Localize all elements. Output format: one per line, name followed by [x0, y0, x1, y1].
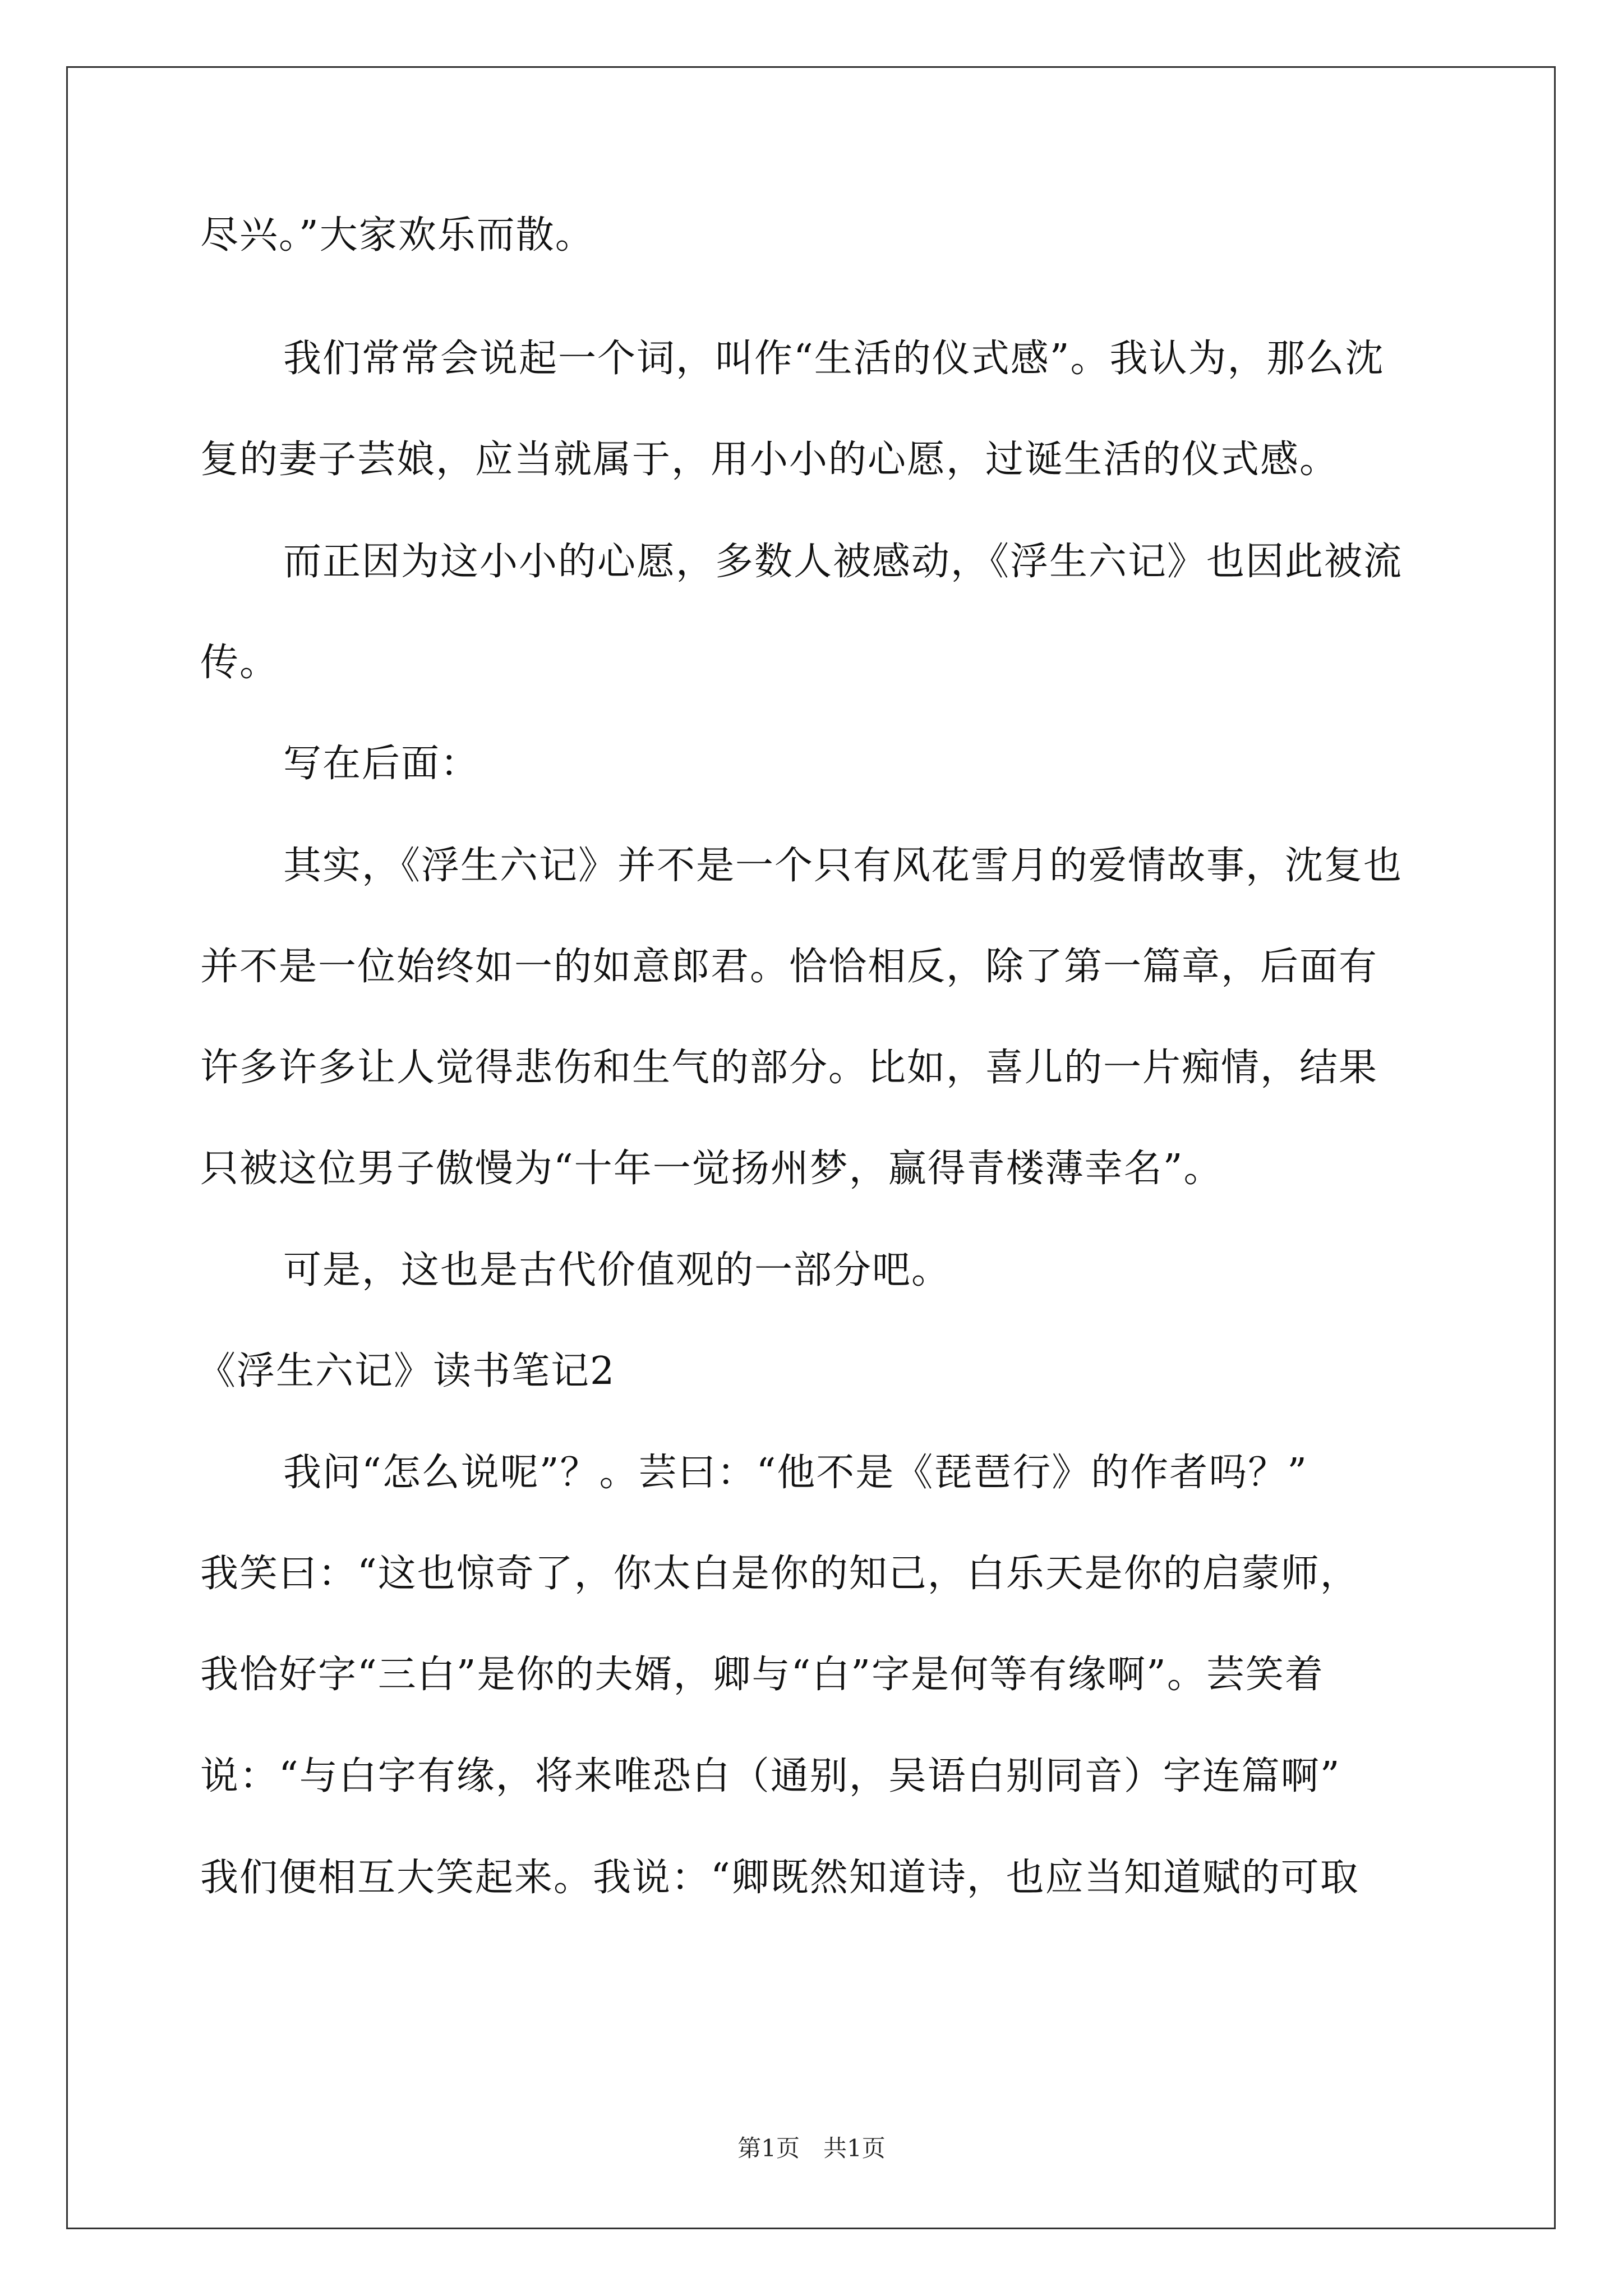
- paragraph-line: 其实，《浮生六记》并不是一个只有风花雪月的爱情故事，沈复也: [283, 844, 1403, 888]
- paragraph-line: 而正因为这小小的心愿，多数人被感动，《浮生六记》也因此被流: [283, 540, 1403, 584]
- paragraph-line: 可是，这也是古代价值观的一部分吧。: [283, 1248, 951, 1292]
- paragraph-line: 许多许多让人觉得悲伤和生气的部分。比如，喜儿的一片痴情，结果: [200, 1046, 1378, 1090]
- paragraph-line: 尽兴。”大家欢乐而散。: [200, 213, 594, 257]
- paragraph-line: 只被这位男子傲慢为“十年一觉扬州梦，赢得青楼薄幸名”。: [200, 1147, 1223, 1191]
- paragraph-line: 说：“与白字有缘，将来唯恐白（通别，吴语白别同音）字连篇啊”: [200, 1754, 1341, 1798]
- section-heading: 《浮生六记》读书笔记2: [197, 1349, 616, 1393]
- paragraph-line: 传。: [200, 641, 279, 685]
- paragraph-line: 我问“怎么说呢”？。芸曰：“他不是《琵琶行》的作者吗？”: [283, 1451, 1308, 1495]
- paragraph-line: 写在后面：: [283, 742, 480, 786]
- paragraph-line: 我笑曰：“这也惊奇了，你太白是你的知己，白乐天是你的启蒙师，: [200, 1552, 1359, 1596]
- paragraph-line: 我们常常会说起一个词，叫作“生活的仪式感”。我认为，那么沈: [283, 337, 1385, 381]
- paragraph-line: 我们便相互大笑起来。我说：“卿既然知道诗，也应当知道赋的可取: [200, 1856, 1359, 1900]
- paragraph-line: 我恰好字“三白”是你的夫婿，卿与“白”字是何等有缘啊”。芸笑着: [200, 1653, 1324, 1697]
- paragraph-line: 并不是一位始终如一的如意郎君。恰恰相反，除了第一篇章，后面有: [200, 945, 1378, 989]
- page-footer: 第1页 共1页: [737, 2134, 886, 2162]
- paragraph-line: 复的妻子芸娘，应当就属于，用小小的心愿，过诞生活的仪式感。: [200, 438, 1339, 482]
